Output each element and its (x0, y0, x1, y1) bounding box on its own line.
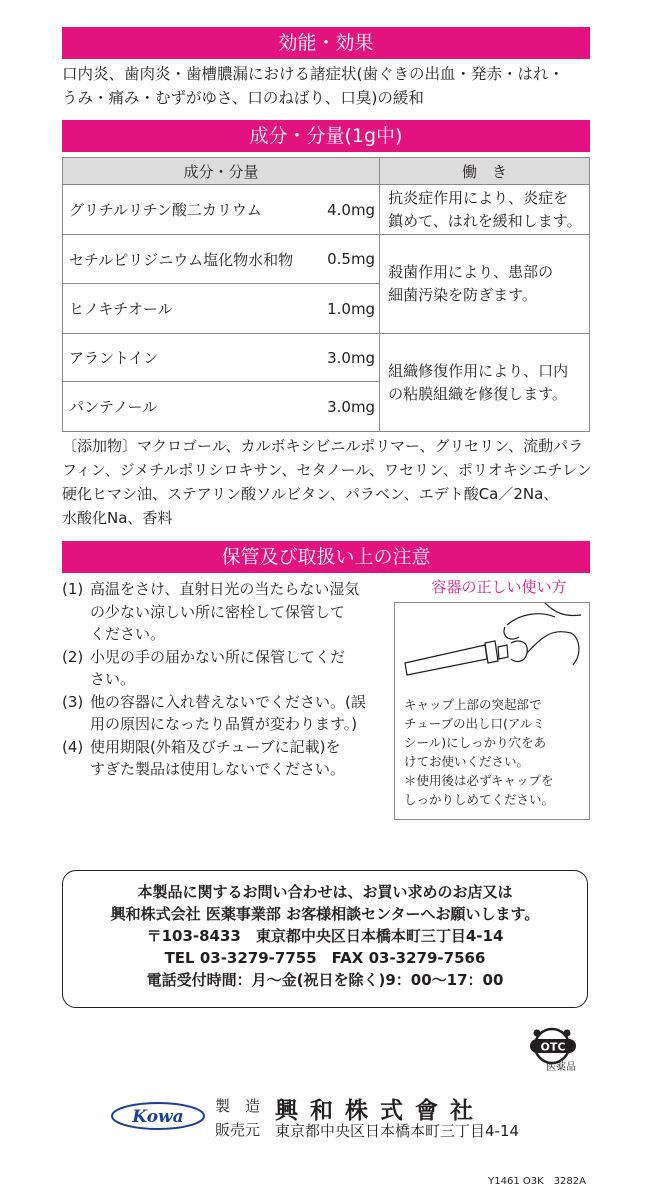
efficacy-text-line: 口内炎、歯肉炎・歯槽膿漏における諸症状(歯ぐきの出血・発赤・はれ・ (62, 65, 565, 83)
list-item (62, 691, 392, 736)
usage-line: キャップ上部の突起部で (404, 697, 542, 712)
company-address: 東京都中央区日本橋本町三丁目4-14 (275, 1122, 520, 1140)
table-row (63, 235, 590, 284)
action-line: 細菌汚染を防ぎます。 (388, 286, 537, 304)
ingredients-table (62, 157, 590, 432)
usage-line: けてお使いください。 (404, 754, 530, 769)
usage-line: ＊使用後は必ずキャップを (404, 773, 554, 788)
list-item-line: 他の容器に入れ替えないでください。(誤 (90, 692, 366, 711)
storage-list (62, 578, 392, 781)
column-header-ingredient: 成分・分量 (63, 158, 380, 185)
list-item-number: (1) (62, 580, 84, 598)
list-item (62, 578, 392, 646)
list-item-line: 小児の手の届かない所に保管してくだ (90, 647, 346, 666)
ingredient-amount: 4.0mg (320, 185, 380, 235)
contact-phone: TEL 03-3279-7755 FAX 03-3279-7566 (164, 949, 486, 967)
list-item-number: (2) (62, 647, 84, 666)
additives-text (62, 434, 592, 530)
usage-line: シール)にしっかり穴をあ (404, 735, 547, 750)
contact-line: 興和株式会社 医薬事業部 お客様相談センターへお願いします。 (110, 905, 540, 923)
contact-hours: 電話受付時間：月～金(祝日を除く)9：00～17：00 (146, 971, 504, 989)
usage-title: 容器の正しい使い方 (431, 578, 567, 596)
storage-heading: 保管及び取扱い上の注意 (62, 541, 590, 573)
contact-address: 〒103-8433 東京都中央区日本橋本町三丁目4-14 (146, 927, 504, 945)
action-line: 抗炎症作用により、炎症を (388, 188, 569, 207)
action-line: 組織修復作用により、口内 (388, 361, 569, 380)
efficacy-text (62, 62, 592, 110)
ingredient-amount: 0.5mg (320, 235, 380, 284)
kowa-logo-text: Kowa (132, 1107, 184, 1127)
list-item-number: (4) (62, 737, 84, 756)
contact-line: 本製品に関するお問い合わせは、お買い求めのお店又は (137, 883, 513, 901)
column-header-action: 働 き (380, 158, 590, 185)
table-header-row (63, 158, 590, 185)
table-row (63, 185, 590, 235)
ingredients-heading: 成分・分量(1g中) (62, 120, 590, 152)
usage-line: チューブの出し口(アルミ (404, 716, 545, 731)
ingredient-amount: 3.0mg (320, 334, 380, 382)
ingredient-name: セチルピリジニウム塩化物水和物 (63, 235, 321, 284)
list-item-line: すぎた製品は使用しないでください。 (90, 760, 346, 778)
additives-line: 〔添加物〕マクロゴール、カルボキシビニルポリマー、グリセリン、流動パラ (62, 437, 584, 455)
ingredient-name: アラントイン (63, 334, 321, 382)
additives-line: 水酸化Na、香料 (62, 509, 173, 527)
additives-line: 硬化ヒマシ油、ステアリン酸ソルビタン、パラベン、エデト酸Ca／2Na、 (62, 485, 559, 503)
maker-role-line: 販売元 (215, 1121, 261, 1139)
otc-mark-text: OTC (540, 1040, 566, 1054)
usage-line: しっかりしめてください。 (404, 792, 555, 807)
maker-role (215, 1094, 269, 1142)
ingredient-action (380, 235, 590, 334)
ingredient-amount: 1.0mg (320, 284, 380, 334)
ingredient-name: ヒノキチオール (63, 284, 321, 334)
product-code: Y1461 O3K 3282A (488, 1176, 586, 1187)
maker-role-line: 製 造 (215, 1097, 261, 1115)
additives-line: フィン、ジメチルポリシロキサン、セタノール、ワセリン、ポリオキシエチレン (62, 461, 592, 479)
table-row (63, 334, 590, 382)
list-item-number: (3) (62, 692, 84, 711)
list-item-line: さい。 (90, 670, 136, 688)
action-line: 殺菌作用により、患部の (388, 263, 554, 281)
action-line: 鎮めて、はれを緩和します。 (388, 211, 582, 230)
list-item (62, 646, 392, 691)
kowa-logo-icon (110, 1101, 206, 1131)
list-item-line: 用の原因になったり品質が変わります。) (90, 715, 358, 733)
usage-instructions (404, 695, 588, 809)
otc-label: 医薬品 (546, 1062, 576, 1073)
list-item-line: の少ない涼しい所に密栓して保管して (90, 602, 346, 621)
ingredient-action (380, 334, 590, 432)
action-line: の粘膜組織を修復します。 (388, 384, 567, 403)
tube-illustration-icon (395, 603, 589, 693)
ingredient-amount: 3.0mg (320, 382, 380, 432)
contact-box (62, 870, 588, 1008)
list-item-line: 使用期限(外箱及びチューブに記載)を (90, 737, 341, 756)
list-item (62, 736, 392, 781)
ingredient-name: グリチルリチン酸二カリウム (63, 185, 321, 235)
ingredient-action (380, 185, 590, 235)
efficacy-text-line: うみ・痛み・むずがゆさ、口のねばり、口臭)の緩和 (62, 89, 424, 107)
list-item-line: 高温をさけ、直射日光の当たらない湿気 (90, 580, 360, 598)
efficacy-heading: 効能・効果 (62, 27, 590, 59)
company-name: 興和株式會社 (275, 1098, 485, 1124)
list-item-line: ください。 (90, 625, 166, 643)
ingredient-name: パンテノール (63, 382, 321, 432)
